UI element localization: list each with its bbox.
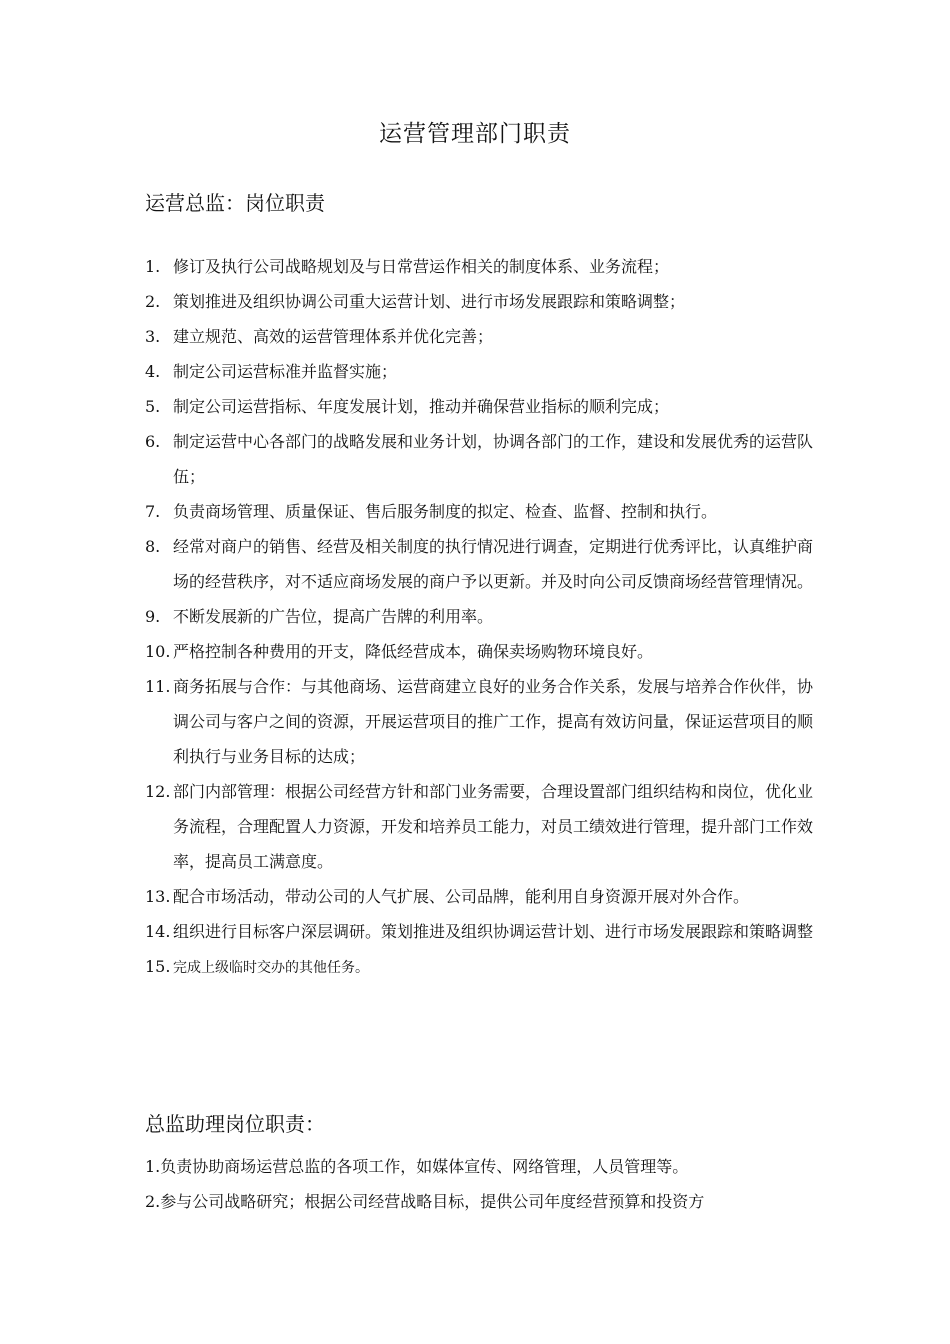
item-text: 经常对商户的销售、经营及相关制度的执行情况进行调查，定期进行优秀评比，认真维护商场的经营秩序，对不适应商场发展的商户予以更新。并及时向公司反馈商场经营管理情况。 xyxy=(173,537,814,591)
item-text: 完成上级临时交办的其他任务。 xyxy=(173,960,369,976)
item-number: 13. xyxy=(145,887,171,906)
item-text: 配合市场活动，带动公司的人气扩展、公司品牌，能利用自身资源开展对外合作。 xyxy=(173,887,750,906)
list-item xyxy=(145,914,815,949)
list-item xyxy=(145,1184,815,1219)
list-item xyxy=(145,424,815,494)
item-text: 策划推进及组织协调公司重大运营计划、进行市场发展跟踪和策略调整； xyxy=(173,292,686,311)
list-item xyxy=(145,249,815,284)
list-item xyxy=(145,494,815,529)
list-item xyxy=(145,774,815,879)
list-item xyxy=(145,634,815,669)
item-text: 参与公司战略研究；根据公司经营战略目标，提供公司年度经营预算和投资方 xyxy=(160,1192,705,1211)
item-text: 负责协助商场运营总监的各项工作，如媒体宣传、网络管理，人员管理等。 xyxy=(160,1157,689,1176)
item-text: 负责商场管理、质量保证、售后服务制度的拟定、检查、监督、控制和执行。 xyxy=(173,502,718,521)
item-text: 制定运营中心各部门的战略发展和业务计划，协调各部门的工作，建设和发展优秀的运营队伍； xyxy=(173,432,814,486)
item-number: 10. xyxy=(145,642,171,661)
assistant-duties-list xyxy=(145,1149,815,1219)
list-item xyxy=(145,1149,815,1184)
list-item xyxy=(145,879,815,914)
item-number: 2. xyxy=(145,292,161,311)
section-heading-director: 运营总监：岗位职责 xyxy=(145,191,325,215)
item-number: 14. xyxy=(145,922,171,941)
item-text: 制定公司运营标准并监督实施； xyxy=(173,362,398,381)
director-duties-list xyxy=(145,249,815,986)
item-text: 不断发展新的广告位，提高广告牌的利用率。 xyxy=(173,607,494,626)
item-number: 1. xyxy=(145,1157,161,1176)
item-number: 2. xyxy=(145,1192,161,1211)
list-item xyxy=(145,599,815,634)
item-number: 15. xyxy=(145,957,171,976)
list-item xyxy=(145,389,815,424)
list-item xyxy=(145,949,815,986)
item-text: 部门内部管理：根据公司经营方针和部门业务需要，合理设置部门组织结构和岗位，优化业务流程，合理配置人力资源，开发和培养员工能力，对员工绩效进行管理，提升部门工作效率，提高员工满意度。 xyxy=(173,782,814,871)
item-number: 1. xyxy=(145,257,161,276)
list-item xyxy=(145,354,815,389)
item-text: 制定公司运营指标、年度发展计划，推动并确保营业指标的顺利完成； xyxy=(173,397,670,416)
section-heading-assistant: 总监助理岗位职责： xyxy=(145,1112,325,1136)
item-number: 8. xyxy=(145,537,161,556)
list-item xyxy=(145,284,815,319)
list-item xyxy=(145,669,815,774)
item-number: 7. xyxy=(145,502,161,521)
list-item xyxy=(145,319,815,354)
item-number: 6. xyxy=(145,432,161,451)
item-number: 11. xyxy=(145,677,171,696)
item-number: 9. xyxy=(145,607,161,626)
item-number: 4. xyxy=(145,362,161,381)
item-text: 建立规范、高效的运营管理体系并优化完善； xyxy=(173,327,494,346)
list-item xyxy=(145,529,815,599)
item-text: 商务拓展与合作：与其他商场、运营商建立良好的业务合作关系，发展与培养合作伙伴，协调公司与客户之间的资源，开展运营项目的推广工作，提高有效访问量，保证运营项目的顺利执行与业务目标的达成； xyxy=(173,677,814,766)
item-text: 严格控制各种费用的开支，降低经营成本，确保卖场购物环境良好。 xyxy=(173,642,654,661)
item-number: 12. xyxy=(145,782,171,801)
page-title: 运营管理部门职责 xyxy=(379,121,571,147)
item-text: 修订及执行公司战略规划及与日常营运作相关的制度体系、业务流程； xyxy=(173,257,670,276)
item-number: 3. xyxy=(145,327,161,346)
item-text: 组织进行目标客户深层调研。策划推进及组织协调运营计划、进行市场发展跟踪和策略调整 xyxy=(173,922,814,941)
item-number: 5. xyxy=(145,397,161,416)
